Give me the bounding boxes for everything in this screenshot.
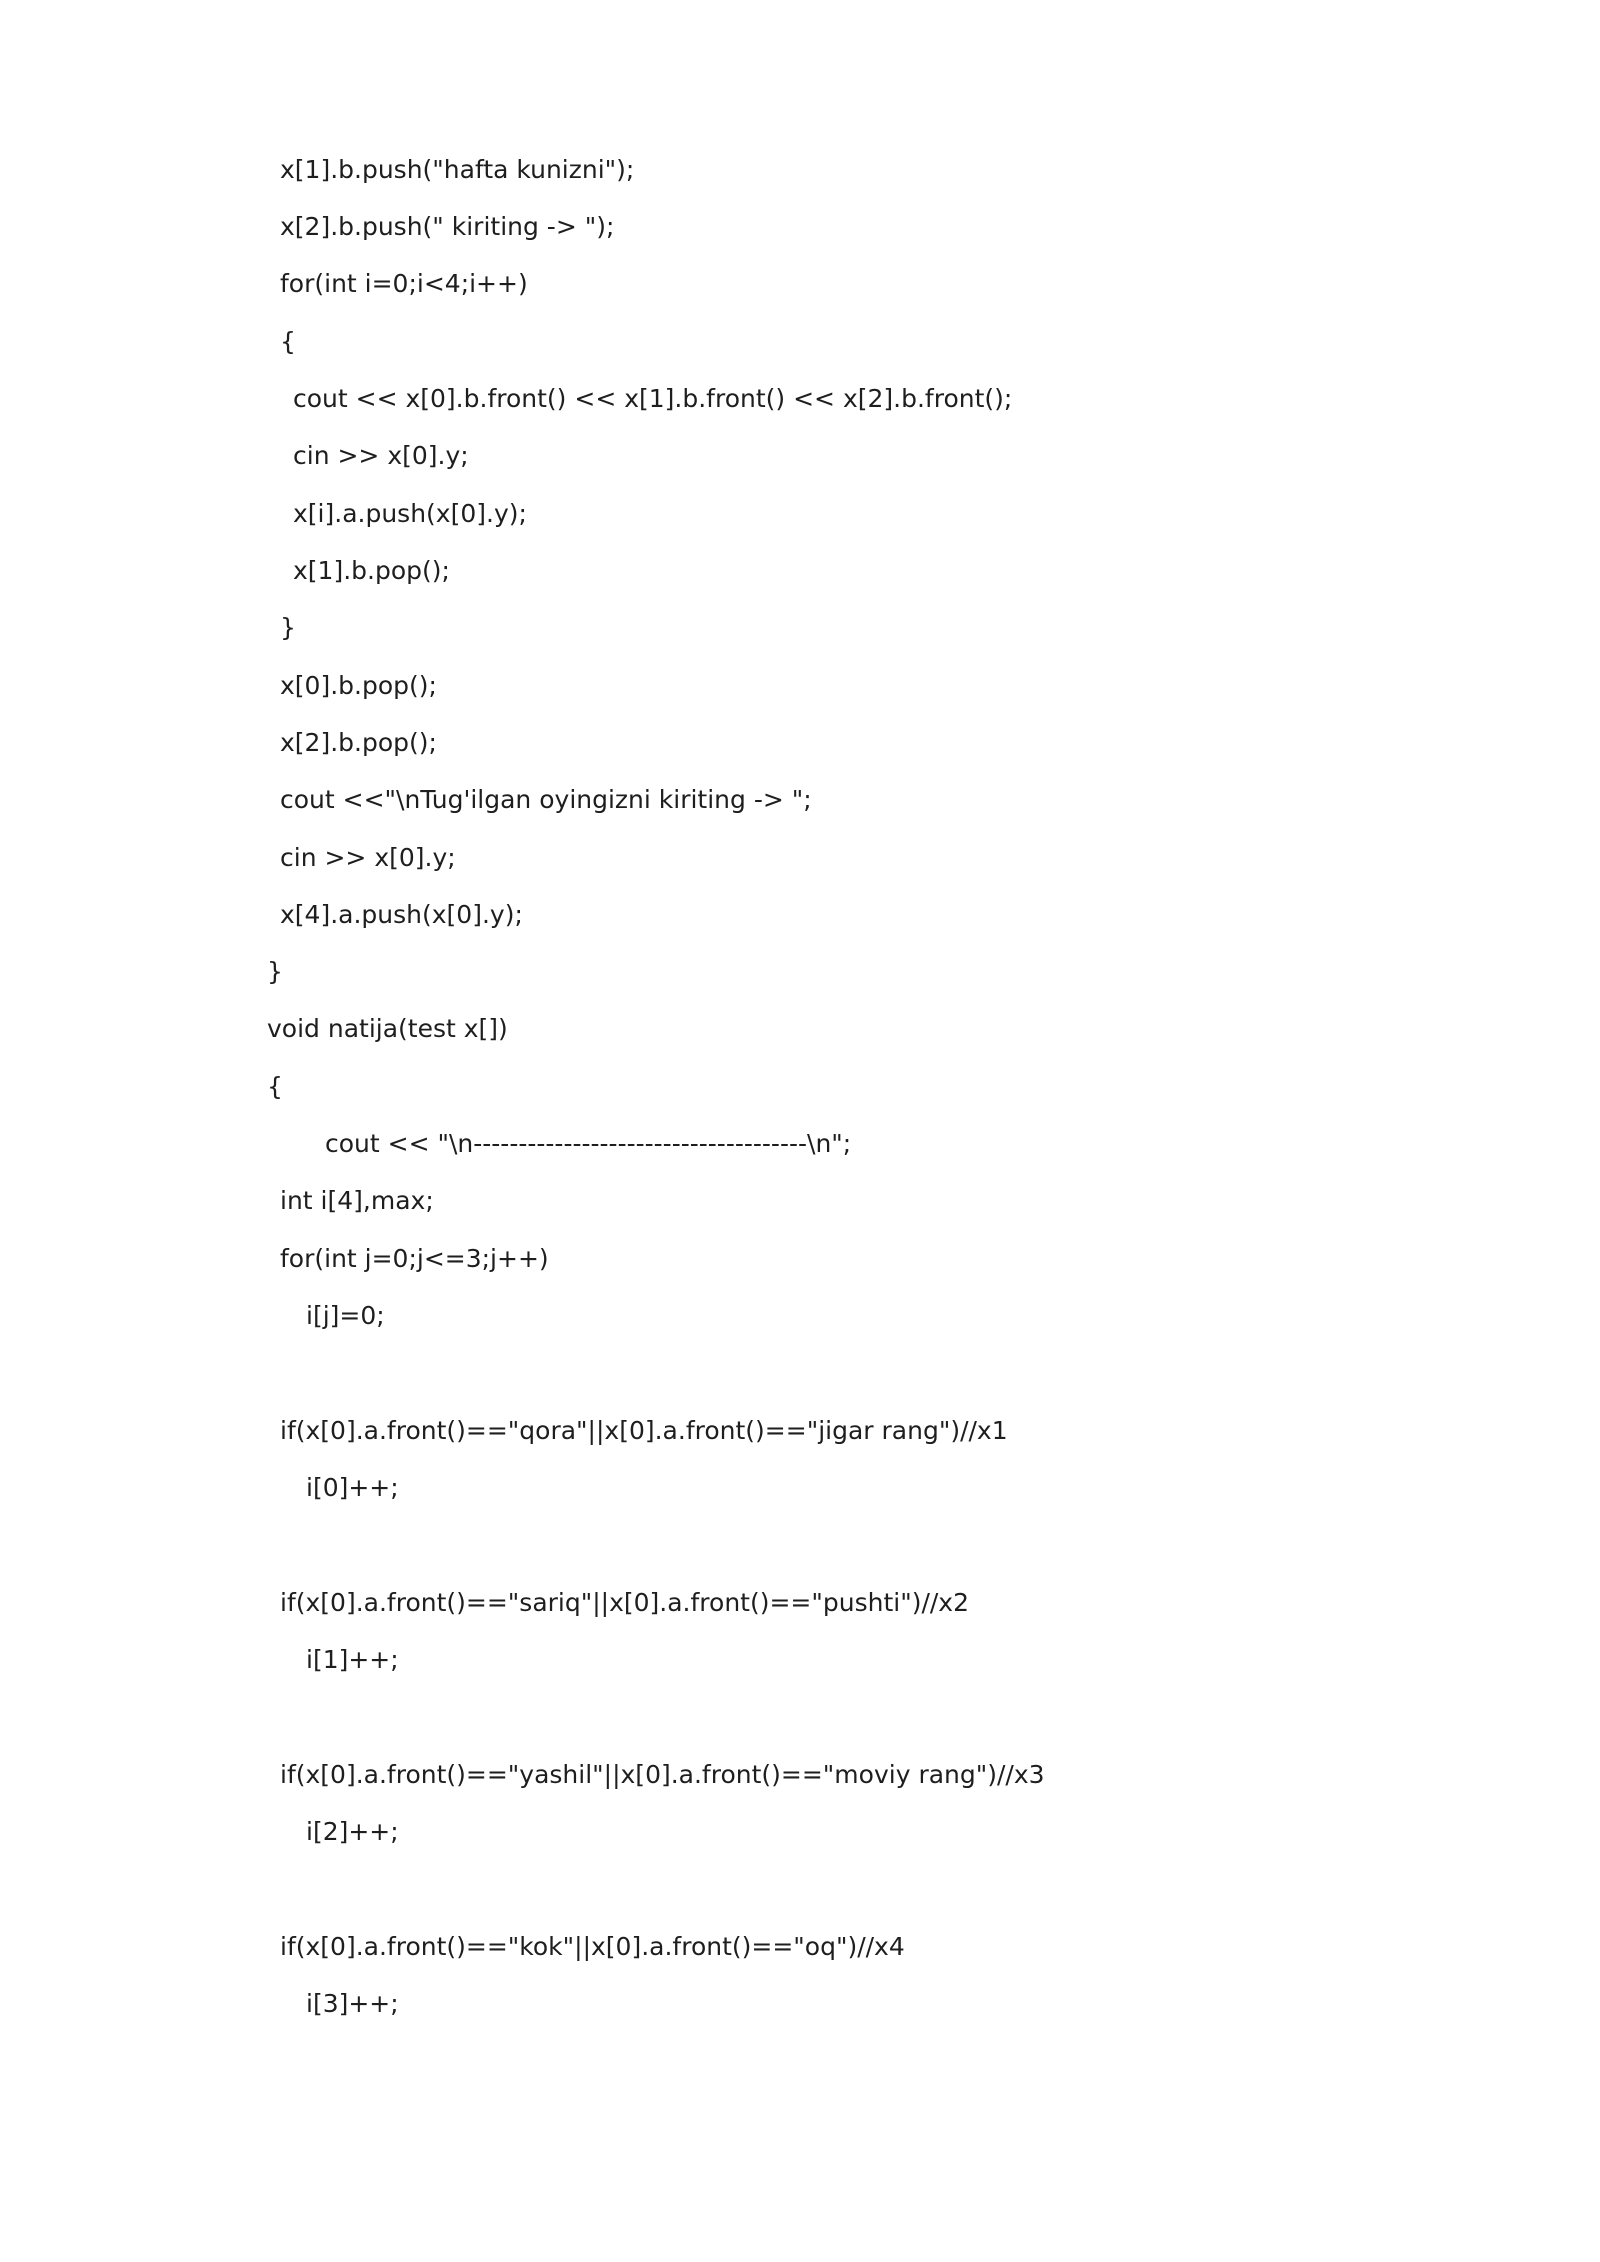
code-line: i[j]=0; [306,1301,385,1330]
code-line: for(int j=0;j<=3;j++) [280,1244,549,1273]
code-line: x[4].a.push(x[0].y); [280,900,523,929]
code-line: int i[4],max; [280,1186,434,1215]
code-line: } [267,957,283,986]
code-line: x[2].b.push(" kiriting -> "); [280,212,615,241]
code-line: if(x[0].a.front()=="kok"||x[0].a.front()=="oq")//x4 [280,1932,905,1961]
code-line: x[1].b.push("hafta kunizni"); [280,155,635,184]
code-line: } [280,613,296,642]
code-line: cin >> x[0].y; [280,843,456,872]
code-line: i[0]++; [306,1473,399,1502]
code-line: x[i].a.push(x[0].y); [293,499,527,528]
code-line: if(x[0].a.front()=="yashil"||x[0].a.front()=="moviy rang")//x3 [280,1760,1045,1789]
code-line: x[0].b.pop(); [280,671,437,700]
code-line: i[1]++; [306,1645,399,1674]
code-line: if(x[0].a.front()=="qora"||x[0].a.front()=="jigar rang")//x1 [280,1416,1008,1445]
code-line: i[3]++; [306,1989,399,2018]
code-line: x[2].b.pop(); [280,728,437,757]
code-line: { [267,1072,283,1101]
code-line: x[1].b.pop(); [293,556,450,585]
code-line: i[2]++; [306,1817,399,1846]
code-line: if(x[0].a.front()=="sariq"||x[0].a.front()=="pushti")//x2 [280,1588,970,1617]
code-line: for(int i=0;i<4;i++) [280,269,528,298]
code-line: cout << "\n-------------------------------------\n"; [325,1129,852,1158]
code-line: { [280,327,296,356]
code-line: cout << x[0].b.front() << x[1].b.front() << x[2].b.front(); [293,384,1013,413]
code-line: void natija(test x[]) [267,1014,508,1043]
code-line: cin >> x[0].y; [293,441,469,470]
code-line: cout <<"\nTug'ilgan oyingizni kiriting -> "; [280,785,812,814]
